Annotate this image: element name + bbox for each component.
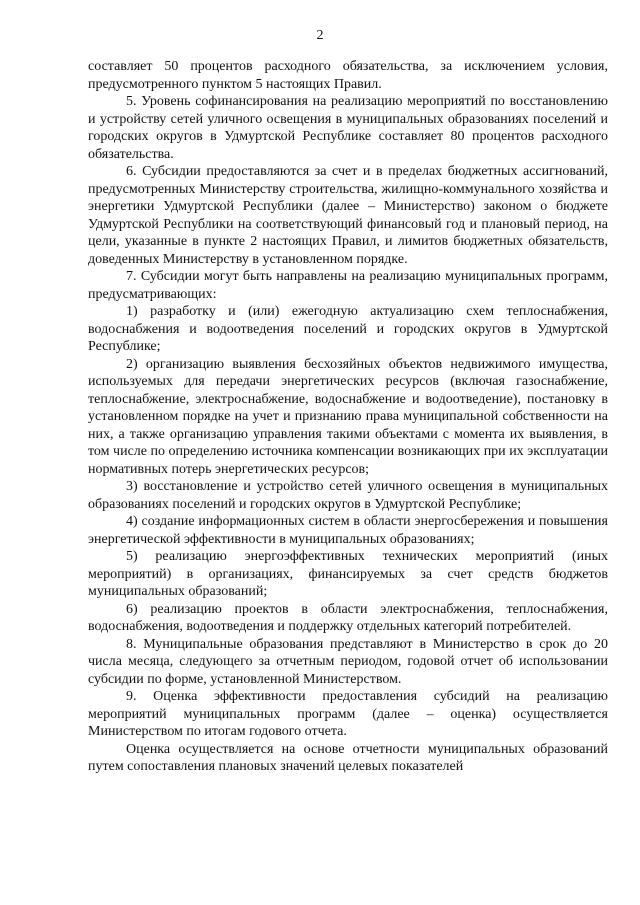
paragraph-item-8: 8. Муниципальные образования представляют в Министерство в срок до 20 числа месяца, следующего за отчетным периодом, годовой отчет об использовании субсидии по форме, установленной Министерством. [88,636,608,687]
document-body [88,58,608,776]
paragraph-item-5: 5. Уровень софинансирования на реализацию мероприятий по восстановлению и устройству сетей уличного освещения в муниципальных образованиях поселений и городских округов в Удмуртской Республике составляет 80 процентов расходного обязательства. [88,94,608,162]
paragraph-continuation: составляет 50 процентов расходного обязательства, за исключением условия, предусмотренного пунктом 5 настоящих Правил. [88,59,608,92]
subitem-4: 4) создание информационных систем в области энергосбережения и повышения энергетической эффективности в муниципальных образованиях; [88,514,608,547]
page-number: 2 [316,28,324,43]
subitem-2: 2) организацию выявления бесхозяйных объектов недвижимого имущества, используемых для передачи энергетических ресурсов (включая газоснабжение, теплоснабжение, электроснабжение, водоснабжение и водоотведение), постановку в установленном порядке на учет и признанию права муниципальной собственности на них, а также организацию управления такими объектами с момента их выявления, в том числе по определению источника компенсации возникающих при их эксплуатации нормативных потерь энергетических ресурсов; [88,356,608,477]
paragraph-assessment: Оценка осуществляется на основе отчетности муниципальных образований путем сопоставления плановых значений целевых показателей [88,741,608,774]
paragraph-item-6: 6. Субсидии предоставляются за счет и в пределах бюджетных ассигнований, предусмотренных Министерству строительства, жилищно-коммунального хозяйства и энергетики Удмуртской Республики (далее – Министерство) законом о бюджете Удмуртской Республики на соответствующий финансовый год и плановый период, на цели, указанные в пункте 2 настоящих Правил, и лимитов бюджетных обязательств, доведенных Министерству в установленном порядке. [88,164,608,267]
subitem-1: 1) разработку и (или) ежегодную актуализацию схем теплоснабжения, водоснабжения и водоотведения поселений и городских округов в Удмуртской Республике; [88,304,608,354]
subitem-5: 5) реализацию энергоэффективных технических мероприятий (иных мероприятий) в организациях, финансируемых за счет средств бюджетов муниципальных образований; [88,549,608,599]
paragraph-item-7: 7. Субсидии могут быть направлены на реализацию муниципальных программ, предусматривающих: [88,269,608,302]
subitem-3: 3) восстановление и устройство сетей уличного освещения в муниципальных образованиях поселений и городских округов в Удмуртской Республике; [88,479,608,512]
paragraph-item-9: 9. Оценка эффективности предоставления субсидий на реализацию мероприятий муниципальных программ (далее – оценка) осуществляется Министерством по итогам годового отчета. [88,689,608,739]
subitem-6: 6) реализацию проектов в области электроснабжения, теплоснабжения, водоснабжения, водоотведения и поддержку отдельных категорий потребителей. [88,601,608,634]
